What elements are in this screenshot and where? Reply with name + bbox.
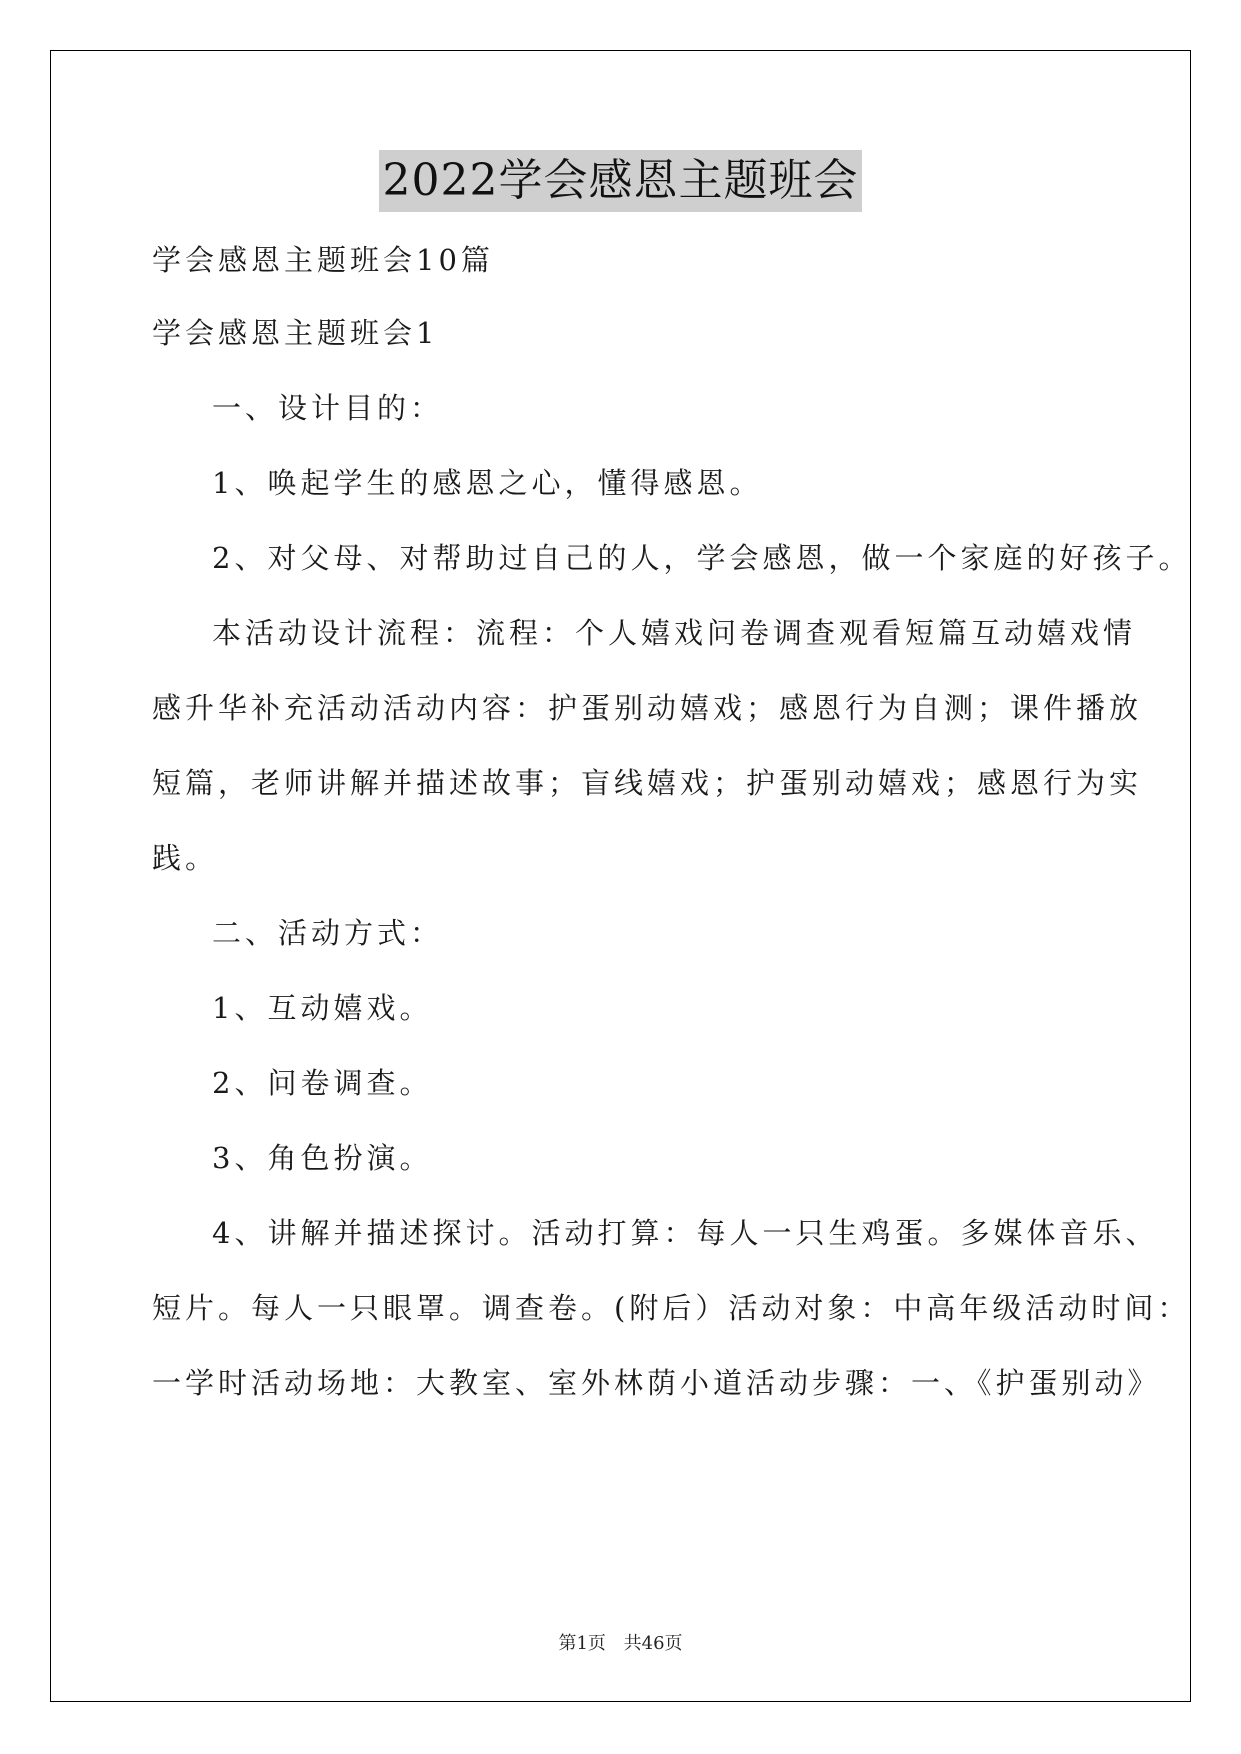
- page-total: 共46页: [623, 1633, 683, 1654]
- paragraph-line: 4、讲解并描述探讨。活动打算：每人一只生鸡蛋。多媒体音乐、: [212, 1216, 1159, 1250]
- paragraph-line: 短篇，老师讲解并描述故事；盲线嬉戏；护蛋别动嬉戏；感恩行为实: [152, 766, 1143, 800]
- paragraph-line: 短片。每人一只眼罩。调查卷。(附后）活动对象：中高年级活动时间：: [152, 1291, 1191, 1325]
- subtitle-line: 学会感恩主题班会10篇: [152, 243, 494, 277]
- title-container: [0, 150, 1241, 212]
- paragraph-line: 2、对父母、对帮助过自己的人，学会感恩，做一个家庭的好孩子。: [212, 541, 1192, 575]
- paragraph-line: 二、活动方式：: [212, 916, 444, 950]
- paragraph-line: 2、问卷调查。: [212, 1066, 433, 1100]
- paragraph-line: 践。: [152, 841, 219, 875]
- document-title: 2022学会感恩主题班会: [379, 150, 863, 212]
- paragraph-line: 感升华补充活动活动内容：护蛋别动嬉戏；感恩行为自测；课件播放: [152, 691, 1143, 725]
- paragraph-line: 1、唤起学生的感恩之心，懂得感恩。: [212, 466, 763, 500]
- paragraph-line: 本活动设计流程：流程：个人嬉戏问卷调查观看短篇互动嬉戏情: [212, 616, 1137, 650]
- page-number: 第1页: [558, 1633, 606, 1654]
- paragraph-line: 一、设计目的：: [212, 391, 444, 425]
- section-heading-line: 学会感恩主题班会1: [152, 316, 439, 350]
- paragraph-line: 一学时活动场地：大教室、室外林荫小道活动步骤：一、《护蛋别动》: [152, 1366, 1161, 1400]
- paragraph-line: 3、角色扮演。: [212, 1141, 433, 1175]
- paragraph-line: 1、互动嬉戏。: [212, 991, 433, 1025]
- page-footer: [0, 1632, 1241, 1656]
